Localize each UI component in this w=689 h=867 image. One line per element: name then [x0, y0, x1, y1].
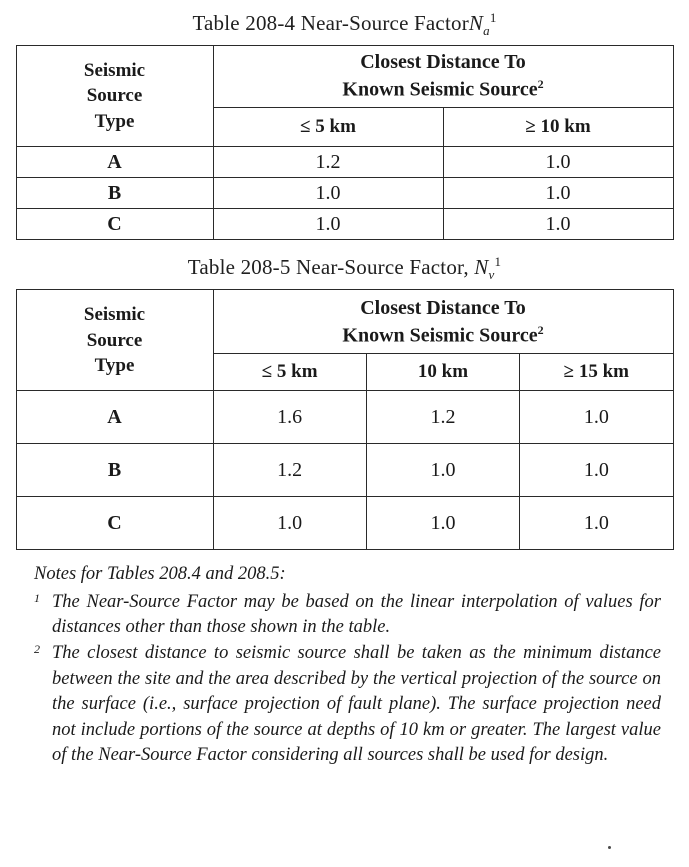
table-208-5-row-1-value-0: 1.2	[213, 444, 366, 497]
table-208-4-column-header-1: ≥ 10 km	[443, 108, 673, 147]
header-distance-line-1: Closest Distance To	[360, 51, 526, 74]
header-type-line-1: Seismic	[83, 303, 146, 325]
table-208-5-caption	[0, 254, 689, 283]
note-text-2: The closest distance to seismic source shall be taken as the minimum distance between the site and the area described by the vertical projection of the source on the surface (i.e., surface projection of fault plane). The surface projection need not include portions of the source at depths of 10 km or greater. The largest value of the Near-Source Factor considering all sources shall be used for design.	[52, 643, 661, 766]
header-distance-line-1: Closest Distance To	[360, 296, 526, 319]
table-row	[16, 497, 673, 550]
table-208-5-row-0-value-2: 1.0	[520, 391, 673, 444]
table-208-4-row-1-value-0: 1.0	[213, 178, 443, 209]
header-distance-line-2: Known Seismic Source$^2$	[342, 322, 544, 347]
table-208-4-caption-text: Table 208-4 Near-Source Factor	[192, 11, 469, 35]
page-artifact-dot	[608, 846, 611, 849]
table-row	[16, 290, 673, 354]
header-type-line-3: Type	[94, 111, 135, 132]
table-208-5-header-type	[16, 290, 213, 391]
table-208-4-row-0-type: A	[16, 147, 213, 178]
note-item	[34, 641, 661, 769]
table-208-4-caption-subscript: a	[483, 23, 490, 39]
table-row	[16, 444, 673, 497]
table-208-5-row-1-value-2: 1.0	[520, 444, 673, 497]
header-type-line-3: Type	[94, 355, 135, 377]
table-208-5-row-2-value-0: 1.0	[213, 497, 366, 550]
table-208-5-row-1-value-1: 1.0	[366, 444, 519, 497]
header-type-line-1: Seismic	[83, 59, 146, 81]
table-208-5-caption-symbol: N	[474, 255, 489, 280]
table-row	[16, 147, 673, 178]
table-208-4-caption-superscript: 1	[489, 10, 497, 25]
header-distance-superscript: 2	[537, 77, 544, 92]
table-208-4-header-distance	[213, 46, 673, 108]
table-208-4-caption	[0, 10, 689, 39]
table-208-4-row-1-value-1: 1.0	[443, 178, 673, 209]
notes-title: Notes for Tables 208.4 and 208.5:	[34, 564, 286, 585]
document-page	[0, 10, 689, 867]
table-208-5-row-1-type: B	[16, 444, 213, 497]
table-208-4-column-header-0: ≤ 5 km	[213, 108, 443, 147]
note-marker-1: 1	[34, 590, 40, 605]
table-208-4-row-2-value-1: 1.0	[443, 209, 673, 240]
table-208-4	[16, 45, 674, 240]
table-208-4-row-2-type: C	[16, 209, 213, 240]
table-208-4-row-1-type: B	[16, 178, 213, 209]
table-208-4-row-0-value-0: 1.2	[213, 147, 443, 178]
table-208-5	[16, 289, 674, 550]
table-row	[16, 391, 673, 444]
table-208-5-header-distance	[213, 290, 673, 354]
note-item	[34, 590, 661, 639]
table-208-5-row-2-type: C	[16, 497, 213, 550]
table-row	[16, 209, 673, 240]
table-208-5-row-2-value-1: 1.0	[366, 497, 519, 550]
table-208-5-row-2-value-2: 1.0	[520, 497, 673, 550]
table-208-5-row-0-value-1: 1.2	[366, 391, 519, 444]
note-text-1: The Near-Source Factor may be based on the linear interpolation of values for distances other than those shown in the table.	[52, 591, 661, 637]
notes-section	[0, 562, 689, 768]
table-208-5-caption-subscript: v	[488, 267, 495, 283]
table-208-5-row-0-value-0: 1.6	[213, 391, 366, 444]
table-208-4-caption-symbol: N	[468, 11, 484, 35]
header-type-line-2: Source	[86, 329, 143, 351]
table-208-5-column-header-0: ≤ 5 km	[213, 354, 366, 391]
table-row	[16, 46, 673, 108]
table-208-5-caption-text: Table 208-5 Near-Source Factor,	[187, 255, 469, 280]
table-208-5-caption-superscript: 1	[494, 254, 502, 270]
table-208-4-row-2-value-0: 1.0	[213, 209, 443, 240]
table-208-5-column-header-2: ≥ 15 km	[520, 354, 673, 391]
note-marker-2: 2	[34, 642, 40, 657]
header-type-line-2: Source	[86, 85, 143, 107]
table-208-4-row-0-value-1: 1.0	[443, 147, 673, 178]
table-208-5-row-0-type: A	[16, 391, 213, 444]
table-row	[16, 178, 673, 209]
table-208-4-header-type	[16, 46, 213, 147]
table-208-5-column-header-1: 10 km	[366, 354, 519, 391]
header-distance-line-2: Known Seismic Source$^2$	[342, 77, 544, 102]
header-distance-superscript: 2	[537, 322, 544, 337]
